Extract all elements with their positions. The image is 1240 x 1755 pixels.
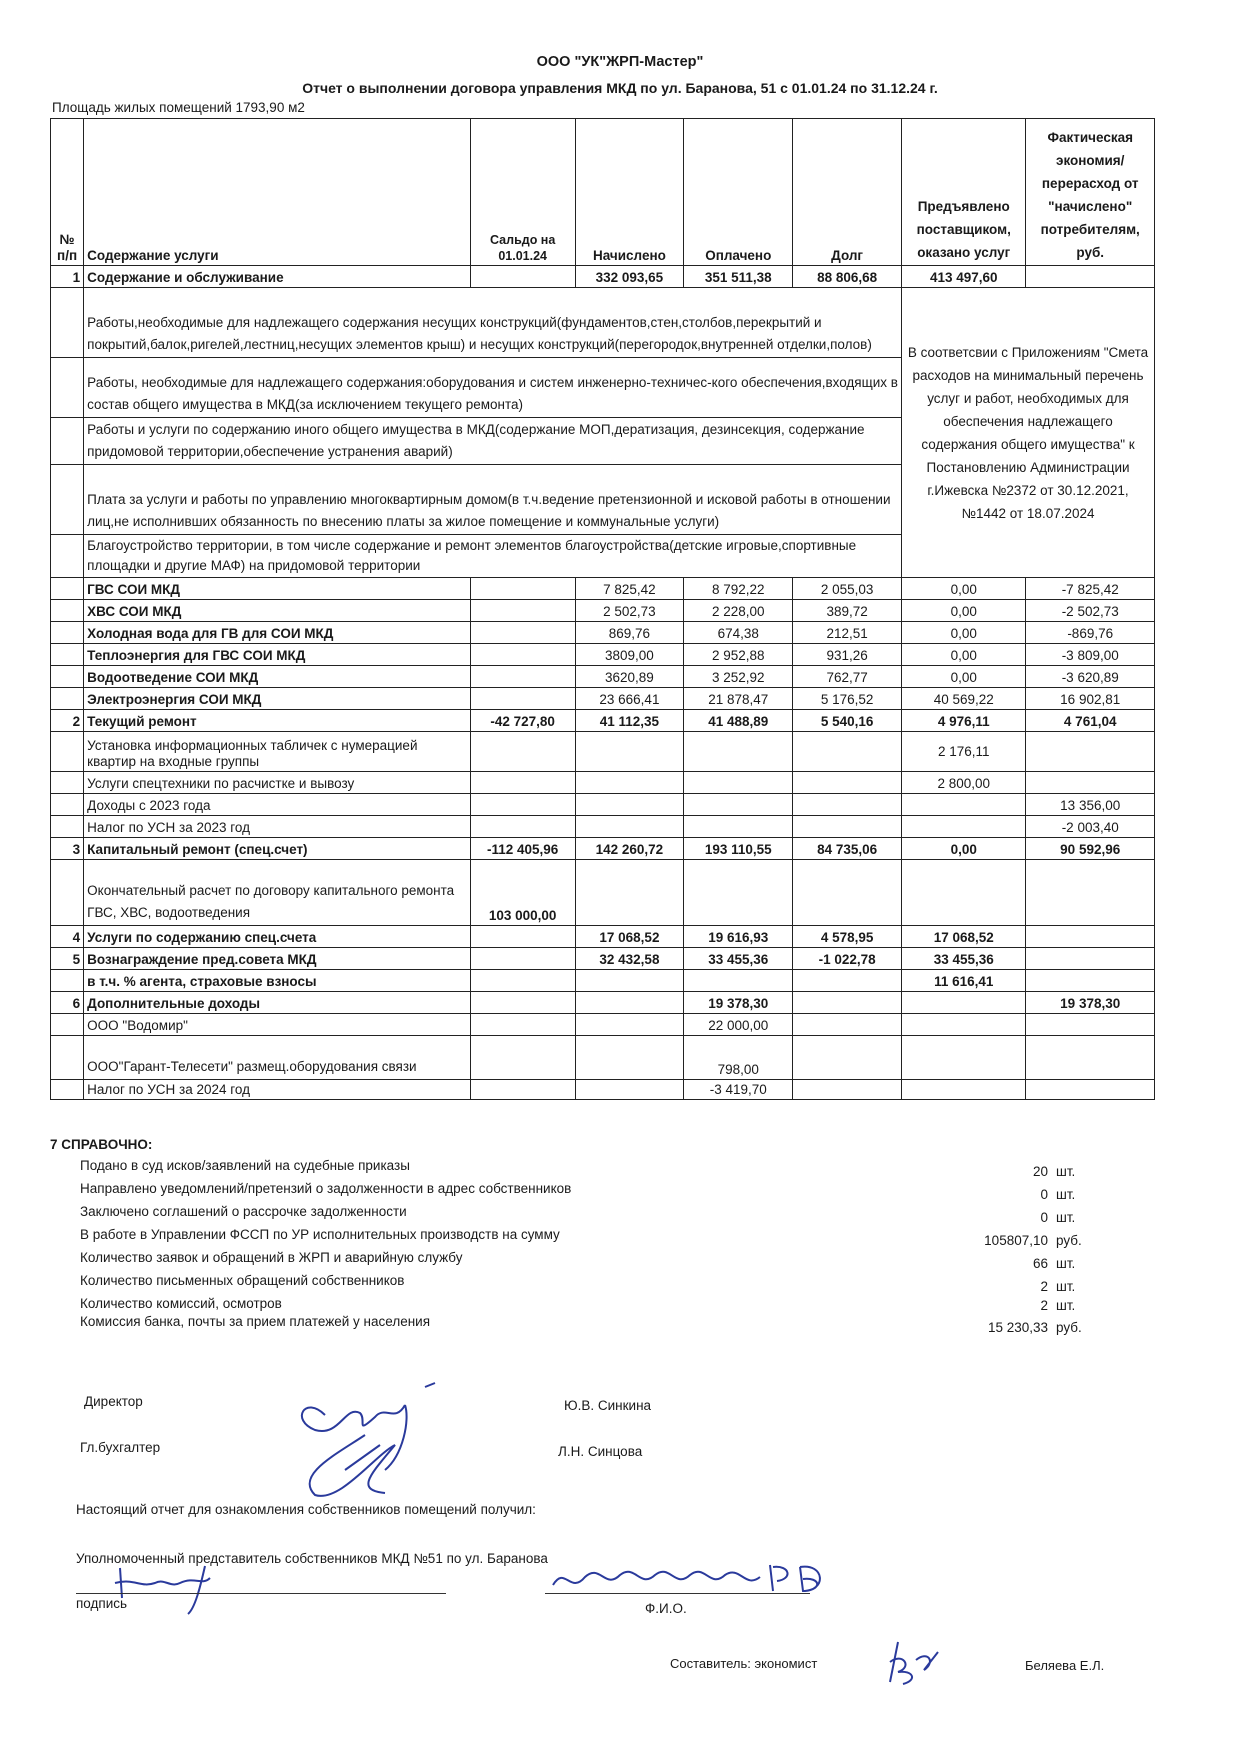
table-row: 5 Вознаграждение пред.совета МКД 32 432,58 33 455,36 -1 022,78 33 455,36: [51, 948, 1155, 970]
table-row: 2 Текущий ремонт -42 727,80 41 112,35 41 488,89 5 540,16 4 976,11 4 761,04: [51, 710, 1155, 732]
table-row: Водоотведение СОИ МКД 3620,89 3 252,92 762,77 0,00 -3 620,89: [51, 666, 1155, 688]
table-row: ГВС СОИ МКД 7 825,42 8 792,22 2 055,03 0,00 -7 825,42: [51, 578, 1155, 600]
signature-scribble-icon: [285, 1375, 465, 1505]
table-row: 1 Содержание и обслуживание 332 093,65 351 511,38 88 806,68 413 497,60: [51, 266, 1155, 288]
report-table: [50, 118, 1155, 1100]
table-row: Доходы с 2023 года 13 356,00: [51, 794, 1155, 816]
reference-title: 7 СПРАВОЧНО:: [50, 1137, 153, 1152]
received-text: Настоящий отчет для ознакомления собственников помещений получил:: [76, 1502, 536, 1517]
table-row: Благоустройство территории, в том числе содержание и ремонт элементов благоустройства(детские игровые,спортивные площадки и другие МАФ) на придомовой территории: [51, 535, 1155, 578]
director-label: Директор: [84, 1394, 143, 1409]
list-item: Количество письменных обращений собственников 2 шт.: [80, 1273, 1076, 1294]
table-row: Окончательный расчет по договору капитального ремонта ГВС, ХВС, водоотведения 103 000,00: [51, 860, 1155, 926]
table-row: Работы,необходимые для надлежащего содержания несущих конструкций(фундаментов,стен,столбов,перекрытий и покрытий,балок,ригелей,лестниц,несущих элементов крыш) и несущих конструкций(перегородок,внутренней отделки,полов) В соответсвии с Приложениям "Смета расходов на минимальный перечень услуг и работ, необходимых для обеспечения надлежащего содержания общего имущества" к Постановлению Администрации г.Ижевска №2372 от 30.12.2021, №1442 от 18.07.2024: [51, 288, 1155, 358]
table-row: 6 Дополнительные доходы 19 378,30 19 378,30: [51, 992, 1155, 1014]
col-paid: Оплачено: [684, 119, 793, 266]
table-row: Налог по УСН за 2023 год -2 003,40: [51, 816, 1155, 838]
list-item: Количество заявок и обращений в ЖРП и аварийную службу 66 шт.: [80, 1250, 1076, 1271]
list-item: Заключено соглашений о рассрочке задолженности 0 шт.: [80, 1204, 1076, 1225]
col-num: № п/п: [51, 119, 84, 266]
header-row: [51, 119, 1155, 266]
table-row: Работы, необходимые для надлежащего содержания:оборудования и систем инженерно-техничес-кого обеспечения,входящих в состав общего имущества в МКД(за исключением текущего ремонта): [51, 358, 1155, 418]
accountant-label: Гл.бухгалтер: [80, 1440, 161, 1455]
table-row: 4 Услуги по содержанию спец.счета 17 068,52 19 616,93 4 578,95 17 068,52: [51, 926, 1155, 948]
table-row: ООО"Гарант-Телесети" размещ.оборудования связи 798,00: [51, 1036, 1155, 1080]
list-item: Направлено уведомлений/претензий о задолженности в адрес собственников 0 шт.: [80, 1181, 1076, 1202]
table-row: 3 Капитальный ремонт (спец.счет) -112 405,96 142 260,72 193 110,55 84 735,06 0,00 90 592,96: [51, 838, 1155, 860]
table-row: ХВС СОИ МКД 2 502,73 2 228,00 389,72 0,00 -2 502,73: [51, 600, 1155, 622]
director-name: Ю.В. Синкина: [564, 1398, 652, 1413]
organization-name: ООО "УК"ЖРП-Мастер": [536, 54, 704, 70]
list-item: Количество комиссий, осмотров 2 шт.: [80, 1296, 1076, 1313]
table-row: Электроэнергия СОИ МКД 23 666,41 21 878,47 5 176,52 40 569,22 16 902,81: [51, 688, 1155, 710]
report-title: Отчет о выполнении договора управления МКД по ул. Баранова, 51 с 01.01.24 по 31.12.24 г.: [302, 80, 938, 96]
compiler-name: Беляева Е.Л.: [1025, 1658, 1105, 1673]
table-row: Налог по УСН за 2024 год -3 419,70: [51, 1080, 1155, 1100]
list-item: Подано в суд исков/заявлений на судебные приказы 20 шт.: [80, 1158, 1076, 1179]
sign-label: подпись: [76, 1596, 128, 1611]
table-row: Услуги спецтехники по расчистке и вывозу 2 800,00: [51, 772, 1155, 794]
table-row: Установка информационных табличек с нумерацией квартир на входные группы 2 176,11: [51, 732, 1155, 772]
col-actual: Фактическая экономия/перерасход от "начислено" потребителям, руб.: [1026, 119, 1155, 266]
col-service: Содержание услуги: [84, 119, 471, 266]
reference-section: [50, 1137, 1160, 1335]
table-row: ООО "Водомир" 22 000,00: [51, 1014, 1155, 1036]
fio-label: Ф.И.О.: [645, 1601, 687, 1616]
col-presented: Предъявлено поставщиком, оказано услуг: [902, 119, 1026, 266]
list-item: Комиссия банка, почты за прием платежей у населения 15 230,33 руб.: [80, 1314, 1082, 1335]
col-saldo: Сальдо на 01.01.24: [470, 119, 575, 266]
col-charged: Начислено: [575, 119, 684, 266]
compiler-signature-icon: [878, 1632, 948, 1692]
fio-line: [545, 1593, 810, 1594]
representative-text: Уполномоченный представитель собственников МКД №51 по ул. Баранова: [76, 1551, 548, 1566]
compiler-label: Составитель: экономист: [670, 1656, 818, 1671]
col-debt: Долг: [793, 119, 902, 266]
representative-signature-icon: [110, 1548, 230, 1618]
table-row: Работы и услуги по содержанию иного общего имущества в МКД(содержание МОП,дератизация, дезинсекция, содержание придомовой территории,обеспечение устранения аварий): [51, 418, 1155, 465]
list-item: В работе в Управлении ФССП по УР исполнительных производств на сумму 105807,10 руб.: [80, 1227, 1082, 1248]
signature-line: [76, 1593, 446, 1594]
table-row: Плата за услуги и работы по управлению многоквартирным домом(в т.ч.ведение претензионной и исковой работы в отношении лиц,не исполнивших обязанность по внесению платы за жилое помещение и коммунальные услуги): [51, 465, 1155, 535]
living-area: Площадь жилых помещений 1793,90 м2: [52, 100, 305, 115]
table-row: Холодная вода для ГВ для СОИ МКД 869,76 674,38 212,51 0,00 -869,76: [51, 622, 1155, 644]
table-row: в т.ч. % агента, страховые взносы 11 616,41: [51, 970, 1155, 992]
normative-note: В соответсвии с Приложениям "Смета расходов на минимальный перечень услуг и работ, необходимых для обеспечения надлежащего содержания общего имущества" к Постановлению Администрации г.Ижевска №2372 от 30.12.2021, №1442 от 18.07.2024: [902, 288, 1155, 578]
table-row: Теплоэнергия для ГВС СОИ МКД 3809,00 2 952,88 931,26 0,00 -3 809,00: [51, 644, 1155, 666]
representative-fio-scribble-icon: [545, 1555, 855, 1605]
accountant-name: Л.Н. Синцова: [558, 1444, 643, 1459]
